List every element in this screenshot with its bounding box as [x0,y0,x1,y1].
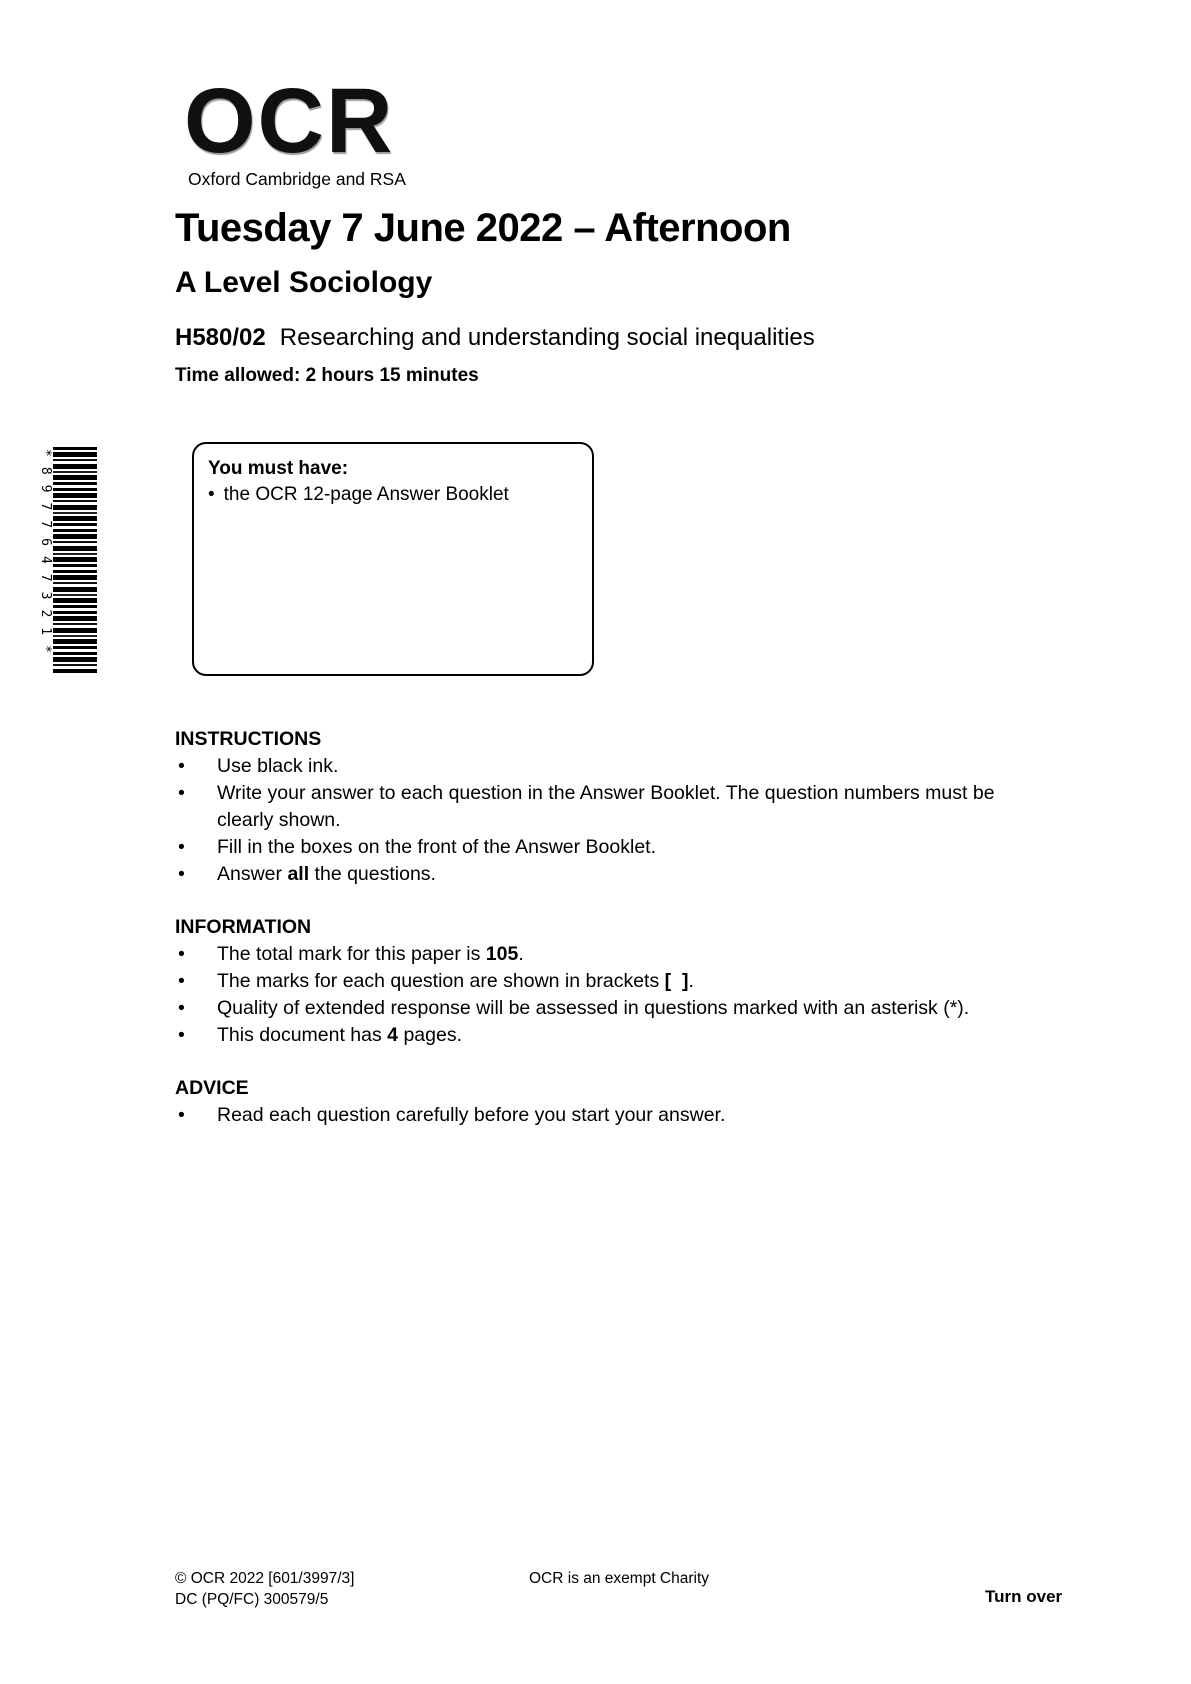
barcode-value: *8977647321* [38,449,53,663]
section-advice [175,1075,1020,1129]
copyright-line: © OCR 2022 [601/3997/3] [175,1570,355,1587]
list-item: • Fill in the boxes on the front of the Answer Booklet. [175,834,1020,861]
must-have-item-text: • the OCR 12-page Answer Booklet [223,484,509,505]
time-allowed: Time allowed: 2 hours 15 minutes [175,365,479,387]
list-item: • Answer all the questions. [175,861,1020,888]
document-ref-line: DC (PQ/FC) 300579/5 [175,1591,329,1608]
list-item: • The marks for each question are shown in brackets [ ]. [175,968,1020,995]
list-item: • Quality of extended response will be assessed in questions marked with an asterisk (*). [175,995,1020,1022]
ocr-logo [184,70,406,190]
exam-date-title: Tuesday 7 June 2022 – Afternoon [175,206,791,250]
list-item: • Use black ink. [175,753,1020,780]
footer-left [175,1568,354,1610]
paper-code-line [175,325,1055,351]
paper-code: H580/02 [175,324,266,351]
ocr-logo-text: OCR [184,70,395,172]
paper-title: Researching and understanding social inequalities [279,324,815,351]
section-heading: INSTRUCTIONS [175,728,322,750]
section-information [175,914,1020,1049]
paper-header [175,206,1055,387]
section-heading: ADVICE [175,1077,249,1099]
list-item: • The total mark for this paper is 105. [175,941,1020,968]
charity-note: OCR is an exempt Charity [529,1570,710,1587]
list-item: • This document has 4 pages. [175,1022,1020,1049]
must-have-item [208,482,578,508]
must-have-heading: You must have: [208,458,349,479]
qualification-title: A Level Sociology [175,266,433,299]
turn-over-label: Turn over [985,1587,1063,1606]
front-page-sections [175,726,1020,1129]
barcode [37,447,99,675]
list-item: • Write your answer to each question in the Answer Booklet. The question numbers must be clearly shown. [175,780,1020,834]
barcode-bars [53,447,97,673]
you-must-have-box [192,442,594,676]
section-instructions [175,726,1020,888]
ocr-logo-tagline: Oxford Cambridge and RSA [188,169,406,190]
list-item: • Read each question carefully before you start your answer. [175,1102,1020,1129]
section-heading: INFORMATION [175,916,312,938]
